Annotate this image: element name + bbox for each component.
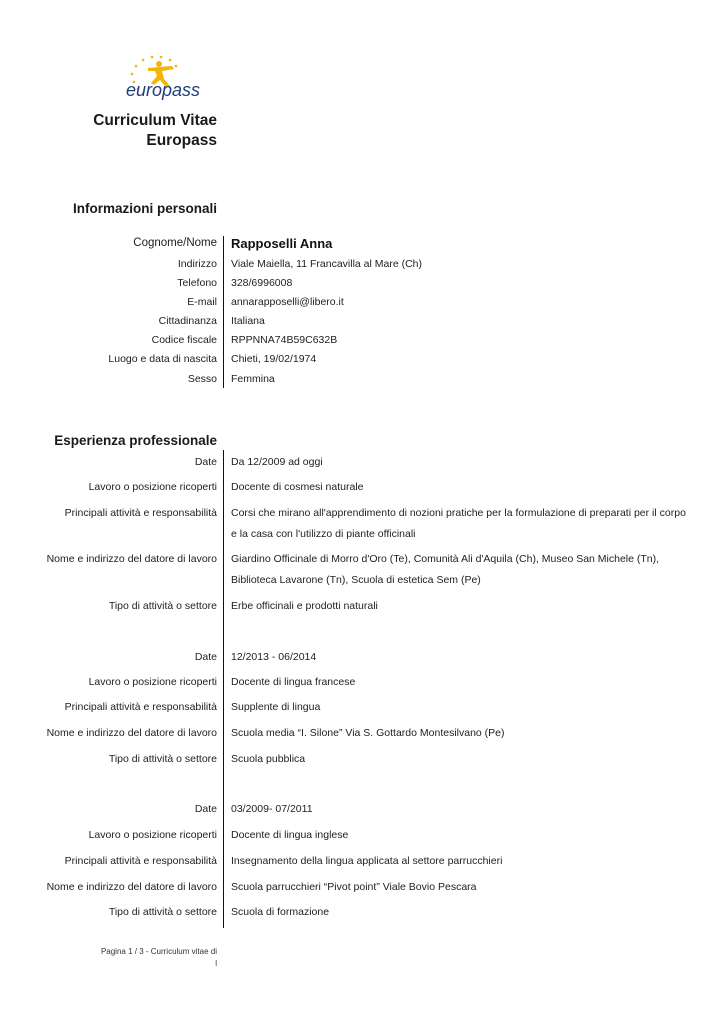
gender-value: Femmina [231, 373, 275, 385]
name-value: Rapposelli Anna [231, 236, 333, 251]
personal-section-title: Informazioni personali [72, 201, 217, 216]
birth-label: Luogo e data di nascita [108, 353, 217, 365]
entry2-role-label: Lavoro o posizione ricoperti [88, 676, 217, 688]
entry3-sector-label: Tipo di attività o settore [108, 906, 217, 918]
cv-title-line2: Europass [146, 132, 217, 149]
entry1-activities-label: Principali attività e responsabilità [64, 507, 217, 519]
entry2-sector: Scuola pubblica [231, 753, 306, 765]
gender-label: Sesso [187, 373, 217, 385]
birth-value: Chieti, 19/02/1974 [231, 353, 317, 365]
entry3-date: 03/2009- 07/2011 [231, 803, 313, 815]
footer-line2: l [215, 959, 217, 968]
entry3-date-label: Date [194, 803, 217, 815]
citizenship-label: Cittadinanza [158, 315, 217, 327]
entry1-sector: Erbe officinali e prodotti naturali [231, 600, 378, 612]
entry1-date: Da 12/2009 ad oggi [231, 456, 323, 468]
entry1-activities: Corsi che mirano all'apprendimento di nozioni pratiche per la formulazione di preparati per il corpo e la casa con l'utilizzo di piante officinali [231, 507, 686, 540]
entry1-employer: Giardino Officinale di Morro d'Oro (Te), Comunità Ali d'Aquila (Ch), Museo San Michele (Tn), Biblioteca Lavarone (Tn), Scuola di estetica Sem (Pe) [231, 553, 660, 586]
europass-logo [124, 52, 214, 100]
entry2-activities: Supplente di lingua [231, 701, 321, 713]
entry1-sector-label: Tipo di attività o settore [108, 600, 217, 612]
entry1-employer-label: Nome e indirizzo del datore di lavoro [46, 553, 217, 565]
entry2-employer: Scuola media “I. Silone” Via S. Gottardo Montesilvano (Pe) [231, 727, 505, 739]
entry2-role: Docente di lingua francese [231, 676, 356, 688]
address-value: Viale Maiella, 11 Francavilla al Mare (Ch) [231, 258, 423, 270]
entry3-employer-label: Nome e indirizzo del datore di lavoro [46, 881, 217, 893]
logo-text: europass [126, 80, 201, 100]
phone-label: Telefono [177, 277, 217, 289]
cv-title-line1: Curriculum Vitae [93, 112, 217, 129]
citizenship-value: Italiana [231, 315, 265, 327]
divider-line [223, 236, 224, 388]
email-label: E-mail [187, 296, 217, 308]
entry2-sector-label: Tipo di attività o settore [108, 753, 217, 765]
tax-code-label: Codice fiscale [151, 334, 217, 346]
entry2-date: 12/2013 - 06/2014 [231, 651, 317, 663]
email-value: annarapposelli@libero.it [231, 296, 344, 308]
entry3-role: Docente di lingua inglese [231, 829, 349, 841]
entry3-sector: Scuola di formazione [231, 906, 330, 918]
address-label: Indirizzo [177, 258, 217, 270]
entry3-activities-label: Principali attività e responsabilità [64, 855, 217, 867]
entry2-activities-label: Principali attività e responsabilità [64, 701, 217, 713]
entry2-employer-label: Nome e indirizzo del datore di lavoro [46, 727, 217, 739]
entry3-activities: Insegnamento della lingua applicata al settore parrucchieri [231, 855, 503, 867]
entry1-role: Docente di cosmesi naturale [231, 481, 364, 493]
tax-code-value: RPPNNA74B59C632B [231, 334, 338, 346]
experience-section-title: Esperienza professionale [54, 433, 217, 448]
entry1-date-label: Date [194, 456, 217, 468]
entry2-date-label: Date [194, 651, 217, 663]
divider-line [223, 450, 224, 928]
footer-line1: Pagina 1 / 3 - Curriculum vitae di [100, 947, 217, 956]
entry3-employer: Scuola parrucchieri “Pivot point” Viale Bovio Pescara [231, 881, 477, 893]
entry1-role-label: Lavoro o posizione ricoperti [88, 481, 217, 493]
name-label: Cognome/Nome [133, 237, 217, 249]
phone-value: 328/6996008 [231, 277, 293, 289]
entry3-role-label: Lavoro o posizione ricoperti [88, 829, 217, 841]
